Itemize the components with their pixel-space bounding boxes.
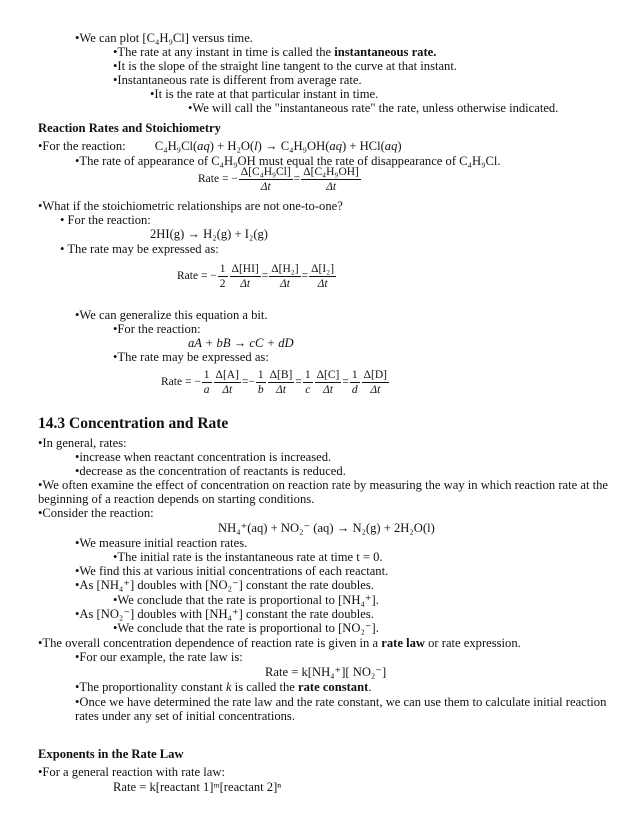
- text-span: .: [368, 680, 372, 694]
- text-line: •We conclude that the rate is proportional to [NH₄⁺].: [113, 593, 379, 607]
- text-line: •The initial rate is the instantaneous rate at time t = 0.: [113, 550, 383, 564]
- reaction-equation: 2HI(g) → H₂(g) + I₂(g): [150, 227, 268, 241]
- text-span: b: [257, 384, 264, 396]
- text-span: •The proportionality constant: [75, 680, 226, 694]
- text-span: 2: [219, 278, 226, 290]
- fraction: [309, 262, 336, 291]
- text-span: Δ[B]: [269, 369, 293, 381]
- text-span: aq: [329, 139, 342, 153]
- text-line: • The rate may be expressed as:: [60, 242, 219, 256]
- text-line: •The rate of appearance of C₄H₉OH must equal the rate of disappearance of C₄H₉Cl.: [75, 154, 501, 168]
- text-span: aq: [384, 139, 398, 153]
- fraction: [362, 368, 389, 397]
- rate-equation-1: [198, 165, 362, 194]
- text-span: Δt: [326, 181, 337, 193]
- text-line: •It is the rate at that particular instant in time.: [150, 87, 379, 101]
- bold-term: instantaneous rate.: [334, 45, 437, 59]
- text-span: Δ[H₂]: [271, 263, 299, 275]
- text-span: ) + HCl(: [341, 139, 385, 153]
- bold-term: rate law: [381, 636, 425, 650]
- text-span: Δt: [370, 384, 381, 396]
- text-span: =: [241, 376, 249, 388]
- text-line: •For a general reaction with rate law:: [38, 765, 225, 779]
- text-line: •What if the stoichiometric relationships are not one-to-one?: [38, 199, 343, 213]
- text-span: 1: [219, 263, 226, 275]
- text-span: •The overall concentration dependence of reaction rate is given in a: [38, 636, 382, 650]
- reaction-equation: aA + bB → cC + dD: [188, 336, 294, 350]
- text-line: •For the reaction:: [113, 322, 201, 336]
- rate-equation-3: [161, 368, 390, 397]
- text-span: Rate = −: [177, 270, 217, 282]
- text-line: •We measure initial reaction rates.: [75, 536, 248, 550]
- text-span: is called the: [231, 680, 298, 694]
- fraction: [218, 262, 228, 291]
- text-span: 1: [351, 369, 358, 381]
- text-span: Δ[C₄H₉OH]: [303, 166, 359, 178]
- text-span: Δt: [323, 384, 333, 396]
- text-span: l: [254, 139, 258, 153]
- reaction-equation: [155, 139, 402, 153]
- rate-law-equation: Rate = k[reactant 1]ᵐ[reactant 2]ⁿ: [113, 780, 282, 794]
- fraction: [303, 368, 313, 397]
- text-span: 1: [203, 369, 210, 381]
- section-heading: Reaction Rates and Stoichiometry: [38, 121, 221, 135]
- text-span: Δ[D]: [363, 369, 387, 381]
- text-span: Rate = −: [161, 376, 201, 388]
- text-line: •Consider the reaction:: [38, 506, 154, 520]
- text-span: Δt: [222, 384, 233, 396]
- text-line: •Instantaneous rate is different from average rate.: [113, 73, 362, 87]
- text-span: =: [293, 173, 301, 185]
- text-span: C₄H₉Cl(: [154, 139, 198, 153]
- text-span: Δt: [279, 278, 290, 290]
- text-line: •We conclude that the rate is proportional to [NO₂⁻].: [113, 621, 379, 635]
- text-line: •We will call the "instantaneous rate" the rate, unless otherwise indicated.: [188, 101, 559, 115]
- rate-law-equation: Rate = k[NH₄⁺][ NO₂⁻]: [265, 665, 387, 679]
- text-span: =: [342, 376, 349, 388]
- text-line: •We can generalize this equation a bit.: [75, 308, 268, 322]
- fraction: [202, 368, 212, 397]
- text-line: • For the reaction:: [60, 213, 151, 227]
- text-span: Δt: [317, 278, 328, 290]
- text-span: Δ[HI]: [231, 263, 259, 275]
- reaction-equation: NH₄⁺(aq) + NO₂⁻ (aq) → N₂(g) + 2H₂O(l): [218, 521, 435, 535]
- fraction: [301, 165, 361, 194]
- text-span: •The rate at any instant in time is called the: [113, 45, 335, 59]
- fraction: [230, 262, 261, 291]
- fraction: [268, 368, 295, 397]
- text-span: =: [261, 270, 269, 282]
- text-line: •Once we have determined the rate law and the rate constant, we can use them to calculate initial reaction: [75, 695, 607, 709]
- text-line: beginning of a reaction depends on starting conditions.: [38, 492, 315, 506]
- bold-term: rate constant: [298, 680, 369, 694]
- text-span: c: [305, 384, 311, 396]
- text-span: d: [351, 384, 358, 396]
- text-span: ) → C₄H₉OH(: [257, 139, 330, 153]
- text-span: Δt: [240, 278, 251, 290]
- text-span: 1: [304, 369, 311, 381]
- text-span: Δ[C]: [316, 369, 340, 381]
- text-span: Δ[C₄H₉Cl]: [240, 166, 291, 178]
- text-line: •increase when reactant concentration is increased.: [75, 450, 332, 464]
- text-line: [113, 45, 436, 60]
- section-heading: Exponents in the Rate Law: [38, 747, 184, 761]
- text-span: Rate = −: [198, 173, 238, 185]
- text-span: =: [295, 376, 302, 388]
- text-span: •For the reaction:: [38, 139, 126, 153]
- fraction: [256, 368, 266, 397]
- text-line: •decrease as the concentration of reactants is reduced.: [75, 464, 346, 478]
- fraction: [214, 368, 241, 397]
- text-line: •As [NH₄⁺] doubles with [NO₂⁻] constant the rate doubles.: [75, 578, 374, 592]
- text-line: [75, 680, 371, 695]
- text-span: Δt: [260, 181, 271, 193]
- text-line: •As [NO₂⁻] doubles with [NH₄⁺] constant the rate doubles.: [75, 607, 374, 621]
- section-heading: 14.3 Concentration and Rate: [38, 415, 229, 432]
- text-span: k: [225, 680, 232, 694]
- fraction: [315, 368, 342, 397]
- text-line: [38, 139, 402, 154]
- text-span: aq: [197, 139, 210, 153]
- text-span: a: [203, 384, 210, 396]
- text-span: 1: [257, 369, 264, 381]
- text-line: rates under any set of initial concentrations.: [75, 709, 295, 723]
- text-line: [38, 636, 521, 651]
- text-line: •For our example, the rate law is:: [75, 650, 243, 664]
- text-span: Δt: [276, 384, 286, 396]
- text-span: −: [248, 376, 255, 388]
- fraction: [239, 165, 293, 194]
- text-line: •We can plot [C₄H₉Cl] versus time.: [75, 31, 253, 45]
- text-span: Δ[I₂]: [311, 263, 335, 275]
- text-span: or rate expression.: [424, 636, 521, 650]
- fraction: [350, 368, 360, 397]
- text-line: •In general, rates:: [38, 436, 127, 450]
- text-span: Δ[A]: [215, 369, 239, 381]
- text-line: •The rate may be expressed as:: [113, 350, 269, 364]
- text-line: •It is the slope of the straight line tangent to the curve at that instant.: [113, 59, 458, 73]
- text-line: •We often examine the effect of concentration on reaction rate by measuring the way in which reaction rate at the: [38, 478, 608, 492]
- text-span: =: [301, 270, 309, 282]
- fraction: [269, 262, 300, 291]
- rate-equation-2: [177, 262, 337, 291]
- text-span: ) + H₂O(: [209, 139, 255, 153]
- text-span: ): [397, 139, 402, 153]
- text-line: •We find this at various initial concentrations of each reactant.: [75, 564, 389, 578]
